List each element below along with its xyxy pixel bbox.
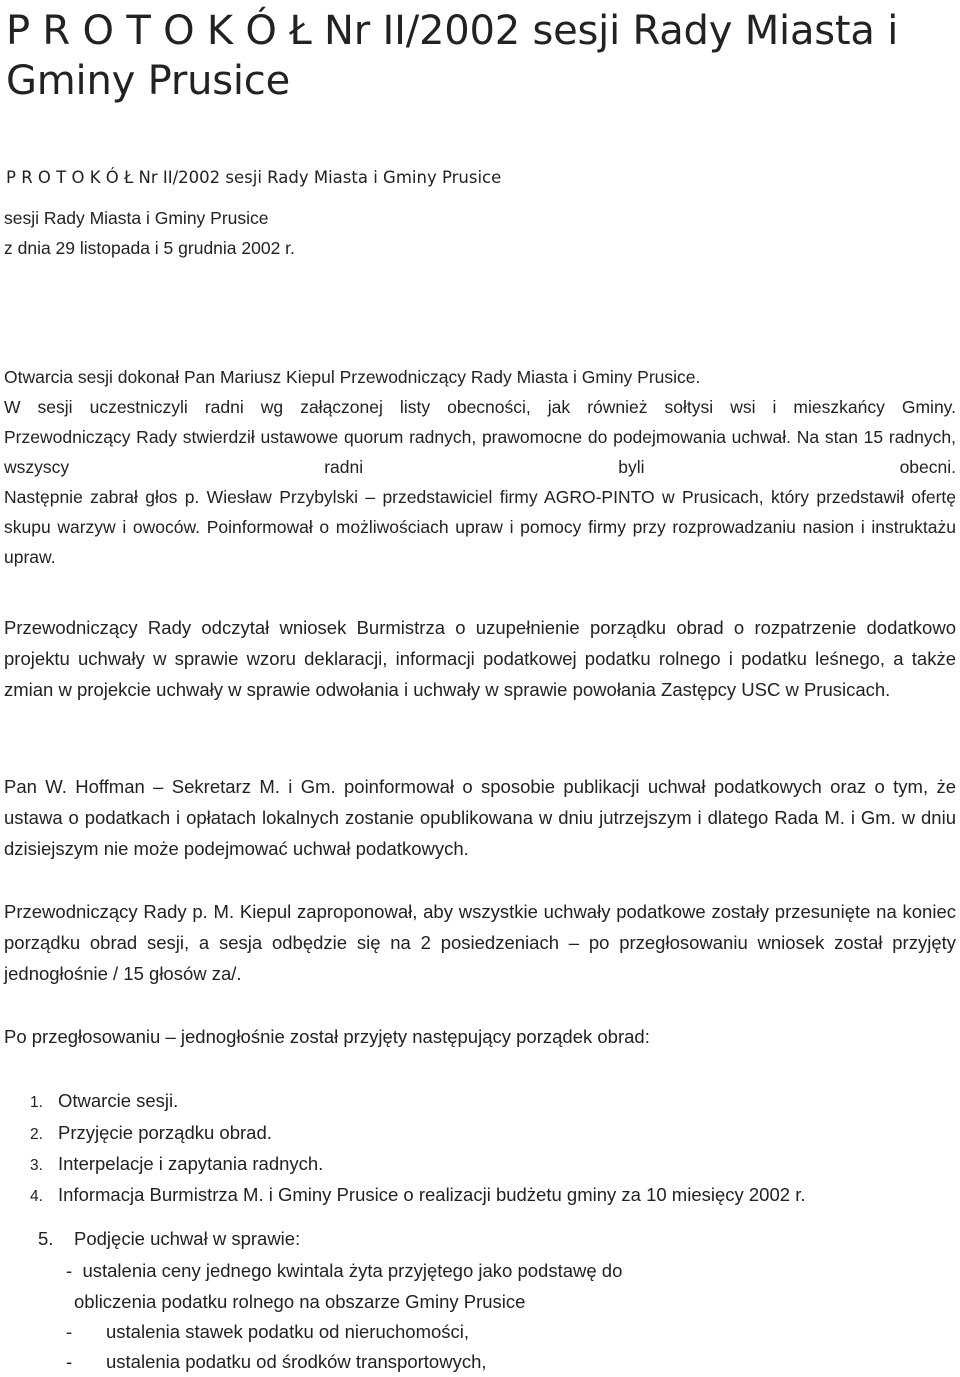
paragraph-burmistrz-request: Przewodniczący Rady odczytał wniosek Burmistrza o uzupełnienie porządku obrad o rozpatrzenie dodatkowo projektu uchwały w sprawie wzoru deklaracji, informacji podatkowej podatku rolnego i podatku leśnego, a także zmian w projekcie uchwały w sprawie odwołania i uchwały w sprawie powołania Zastępcy USC w Prusicach. [4, 617, 956, 700]
paragraph-kiepul-proposal: Przewodniczący Rady p. M. Kiepul zaproponował, aby wszystkie uchwały podatkowe zostały przesunięte na koniec porządku obrad sesji, a sesja odbędzie się na 2 posiedzeniach – po przegłosowaniu wniosek został przyjęty jednogłośnie / 15 głosów za/. [4, 901, 956, 984]
agenda-subitem [66, 1256, 622, 1286]
opening-section [4, 362, 956, 572]
agenda-number: 5. [38, 1228, 54, 1249]
agenda-item [38, 1224, 300, 1254]
paragraph-hoffman: Pan W. Hoffman – Sekretarz M. i Gm. poinformował o sposobie publikacji uchwał podatkowych oraz o tym, że ustawa o podatkach i opłatach lokalnych zostanie opublikowana w dniu jutrzejszym i dlatego Rada M. i Gm. w dniu dzisiejszym nie może podejmować uchwał podatkowych. [4, 776, 956, 859]
subitem-dash: - [66, 1351, 73, 1372]
subitem-text: ustalenia podatku od środków transportowych, [106, 1351, 487, 1372]
agenda-text: Interpelacje i zapytania radnych. [58, 1153, 324, 1174]
agenda-text: Przyjęcie porządku obrad. [58, 1122, 272, 1143]
agenda-number: 4. [30, 1188, 43, 1205]
agenda-number: 1. [30, 1094, 43, 1111]
agenda-text: Otwarcie sesji. [58, 1090, 179, 1111]
agenda-item [30, 1149, 323, 1181]
subitem-dash: - [66, 1260, 73, 1281]
agenda-item [30, 1180, 805, 1212]
subitem-text: ustalenia stawek podatku od nieruchomości, [106, 1321, 470, 1342]
agenda-subitem [74, 1287, 525, 1317]
agenda-number: 3. [30, 1157, 43, 1174]
document-title: P R O T O K Ó Ł Nr II/2002 sesji Rady Miasta i Gminy Prusice [6, 8, 899, 104]
agenda-text: Podjęcie uchwał w sprawie: [74, 1228, 301, 1249]
paragraph-agro-pinto: Następnie zabrał głos p. Wiesław Przybylski – przedstawiciel firmy AGRO-PINTO w Prusicach, który przedstawił ofertę skupu warzyw i owoców. Poinformował o możliwościach upraw i pomocy firmy przy rozprowadzaniu nasion i instruktażu upraw. [4, 487, 956, 567]
agenda-item [30, 1086, 178, 1118]
subitem-text: ustalenia ceny jednego kwintala żyta przyjętego jako podstawę do [82, 1260, 623, 1281]
agenda-text: Informacja Burmistrza M. i Gminy Prusice o realizacji budżetu gminy za 10 miesięcy 2002 r. [58, 1184, 806, 1205]
subitem-text: obliczenia podatku rolnego na obszarze Gminy Prusice [74, 1291, 526, 1312]
agenda-item [30, 1118, 272, 1150]
agenda-subitem [66, 1317, 469, 1347]
session-name: sesji Rady Miasta i Gminy Prusice [4, 208, 269, 228]
paragraph-quorum: Przewodniczący Rady stwierdził ustawowe quorum radnych, prawomocne do podejmowania uchwał. Na stan 15 radnych, wszyscy radni byli obecni. [4, 427, 956, 477]
paragraph-attendance: W sesji uczestniczyli radni wg załączonej listy obecności, jak również sołtysi wsi i mieszkańcy Gminy. [4, 397, 956, 417]
agenda-subitem [66, 1347, 487, 1377]
subitem-dash: - [66, 1321, 73, 1342]
session-header [4, 203, 956, 263]
document-subtitle: P R O T O K Ó Ł Nr II/2002 sesji Rady Miasta i Gminy Prusice [6, 168, 502, 187]
paragraph-agenda-intro: Po przegłosowaniu – jednogłośnie został przyjęty następujący porządek obrad: [4, 1026, 650, 1047]
paragraph-opening: Otwarcia sesji dokonał Pan Mariusz Kiepul Przewodniczący Rady Miasta i Gminy Prusice. [4, 367, 701, 387]
agenda-number: 2. [30, 1126, 43, 1143]
session-date: z dnia 29 listopada i 5 grudnia 2002 r. [4, 238, 295, 258]
